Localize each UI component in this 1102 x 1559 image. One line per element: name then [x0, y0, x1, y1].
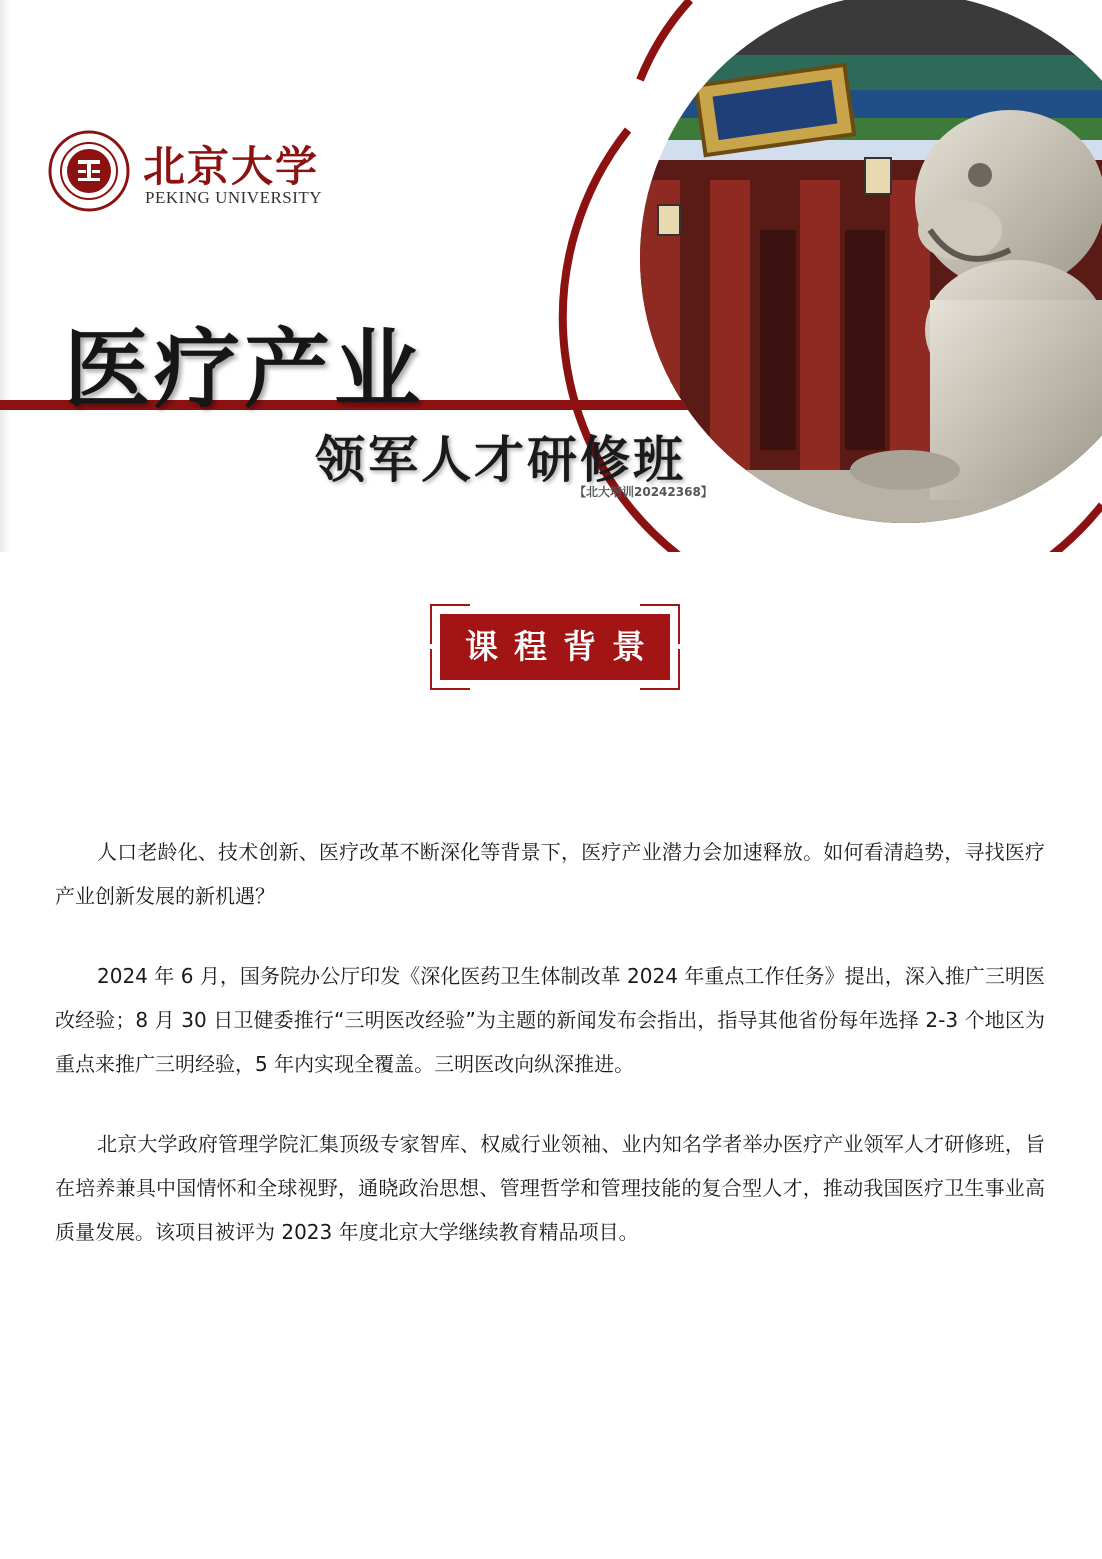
university-logo	[48, 130, 348, 210]
page-subtitle: 领军人才研修班	[315, 431, 686, 489]
paragraph-3: 北京大学政府管理学院汇集顶级专家智库、权威行业领袖、业内知名学者举办医疗产业领军人才研修班，旨在培养兼具中国情怀和全球视野，通晓政治思想、管理哲学和管理技能的复合型人才，推动我国医疗卫生事业高质量发展。该项目被评为 2023 年度北京大学继续教育精品项目。	[55, 1132, 1045, 1244]
paragraph-1: 人口老龄化、技术创新、医疗改革不断深化等背景下，医疗产业潜力会加速释放。如何看清趋势，寻找医疗产业创新发展的新机遇？	[55, 840, 1045, 908]
course-code: 【北大培训20242368】	[574, 485, 713, 499]
university-name-cn: 北京大学	[143, 142, 320, 191]
page-title: 医疗产业	[64, 320, 424, 420]
header-banner	[0, 0, 1102, 552]
course-background-text	[55, 830, 1045, 1290]
section-heading: 课程背景	[465, 627, 661, 666]
section-heading-badge	[430, 604, 680, 690]
university-seal-icon	[48, 130, 130, 212]
university-name-en: PEKING UNIVERSITY	[145, 188, 323, 207]
paragraph-2: 2024 年 6 月，国务院办公厅印发《深化医药卫生体制改革 2024 年重点工作任务》提出，深入推广三明医改经验；8 月 30 日卫健委推行“三明医改经验”为主题的新闻发布会指出，指导其他省份每年选择 2-3 个地区为重点来推广三明经验，5 年内实现全覆盖。三明医改向纵深推进。	[55, 964, 1045, 1076]
